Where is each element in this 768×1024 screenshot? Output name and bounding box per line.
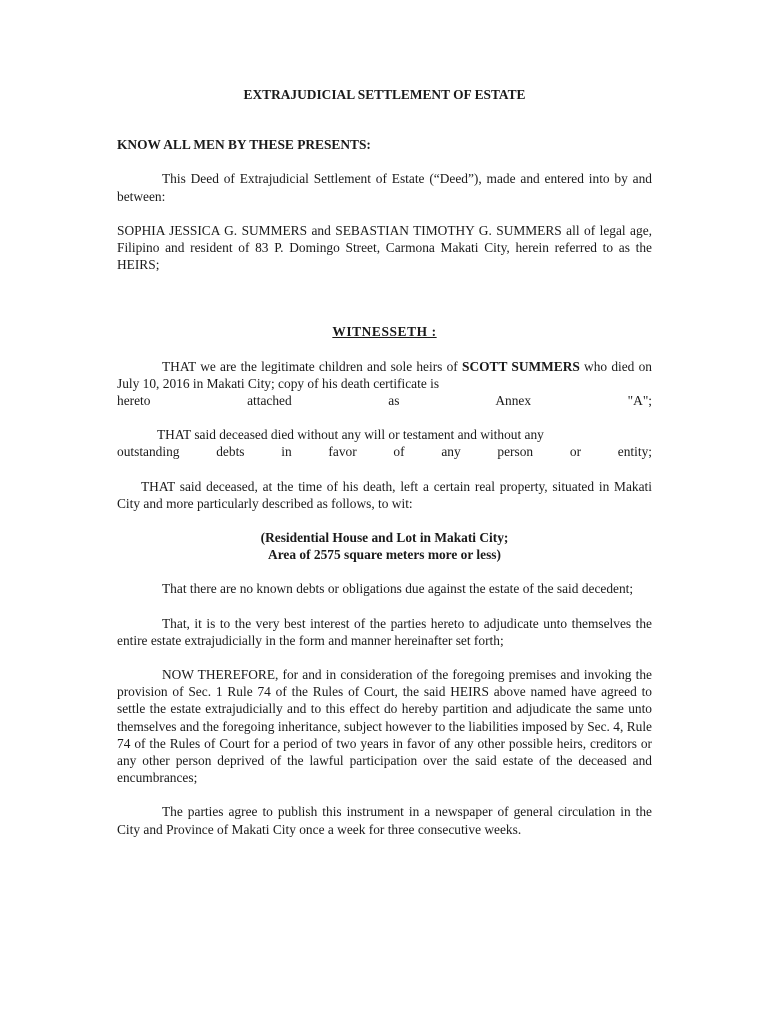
clause-no-will-body: THAT said deceased died without any will or testament and without any <box>157 427 544 443</box>
clause-heirs-last-line: hereto attached as Annex "A"; <box>117 393 652 409</box>
clause-best-interest: That, it is to the very best interest of the parties hereto to adjudicate unto themselves the entire estate extrajudicially in the form and manner hereinafter set forth; <box>117 615 652 648</box>
preamble-heading: KNOW ALL MEN BY THESE PRESENTS: <box>117 137 371 153</box>
clause-heirs <box>117 358 652 410</box>
clause-heirs-lead: THAT we are the legitimate children and sole heirs of <box>162 358 462 374</box>
parties-paragraph: SOPHIA JESSICA G. SUMMERS and SEBASTIAN TIMOTHY G. SUMMERS all of legal age, Filipino and resident of 83 P. Domingo Street, Carmona Makati City, herein referred to as the HEIRS; <box>117 222 652 273</box>
property-description <box>117 529 652 563</box>
clause-no-will-last-line: outstanding debts in favor of any person or entity; <box>117 444 652 460</box>
document-page <box>117 86 652 838</box>
clause-publication: The parties agree to publish this instrument in a newspaper of general circulation in the City and Province of Makati City once a week for three consecutive weeks. <box>117 804 652 837</box>
clause-heirs-body <box>117 358 652 392</box>
clause-no-debts: That there are no known debts or obligations due against the estate of the said decedent; <box>162 581 634 597</box>
property-line-2: Area of 2575 square meters more or less) <box>268 547 501 563</box>
witnesseth-heading: WITNESSETH : <box>332 324 437 340</box>
clause-now-therefore: NOW THEREFORE, for and in consideration of the foregoing premises and invoking the provision of Sec. 1 Rule 74 of the Rules of Court, the said HEIRS above named have agreed to settle the estate extrajudicially and to this effect do hereby partition and adjudicate the same unto themselves and the foregoing inheritance, subject however to the liabilities imposed by Sec. 4, Rule 74 of the Rules of Court for a period of two years in favor of any other possible heirs, creditors or any other person deprived of the lawful participation over the said estate of the deceased and encumbrances; <box>117 667 652 786</box>
clause-heirs-rest: who died on July 10, 2016 in Makati City; copy of his death certificate is <box>117 358 652 391</box>
clause-no-will <box>117 426 652 460</box>
clause-property: THAT said deceased, at the time of his death, left a certain real property, situated in Makati City and more particularly described as follows, to wit: <box>117 478 652 511</box>
decedent-name: SCOTT SUMMERS <box>462 358 580 374</box>
document-title: EXTRAJUDICIAL SETTLEMENT OF ESTATE <box>243 87 526 102</box>
intro-paragraph: This Deed of Extrajudicial Settlement of Estate (“Deed”), made and entered into by and between: <box>117 171 652 204</box>
property-line-1: (Residential House and Lot in Makati City; <box>260 530 509 546</box>
